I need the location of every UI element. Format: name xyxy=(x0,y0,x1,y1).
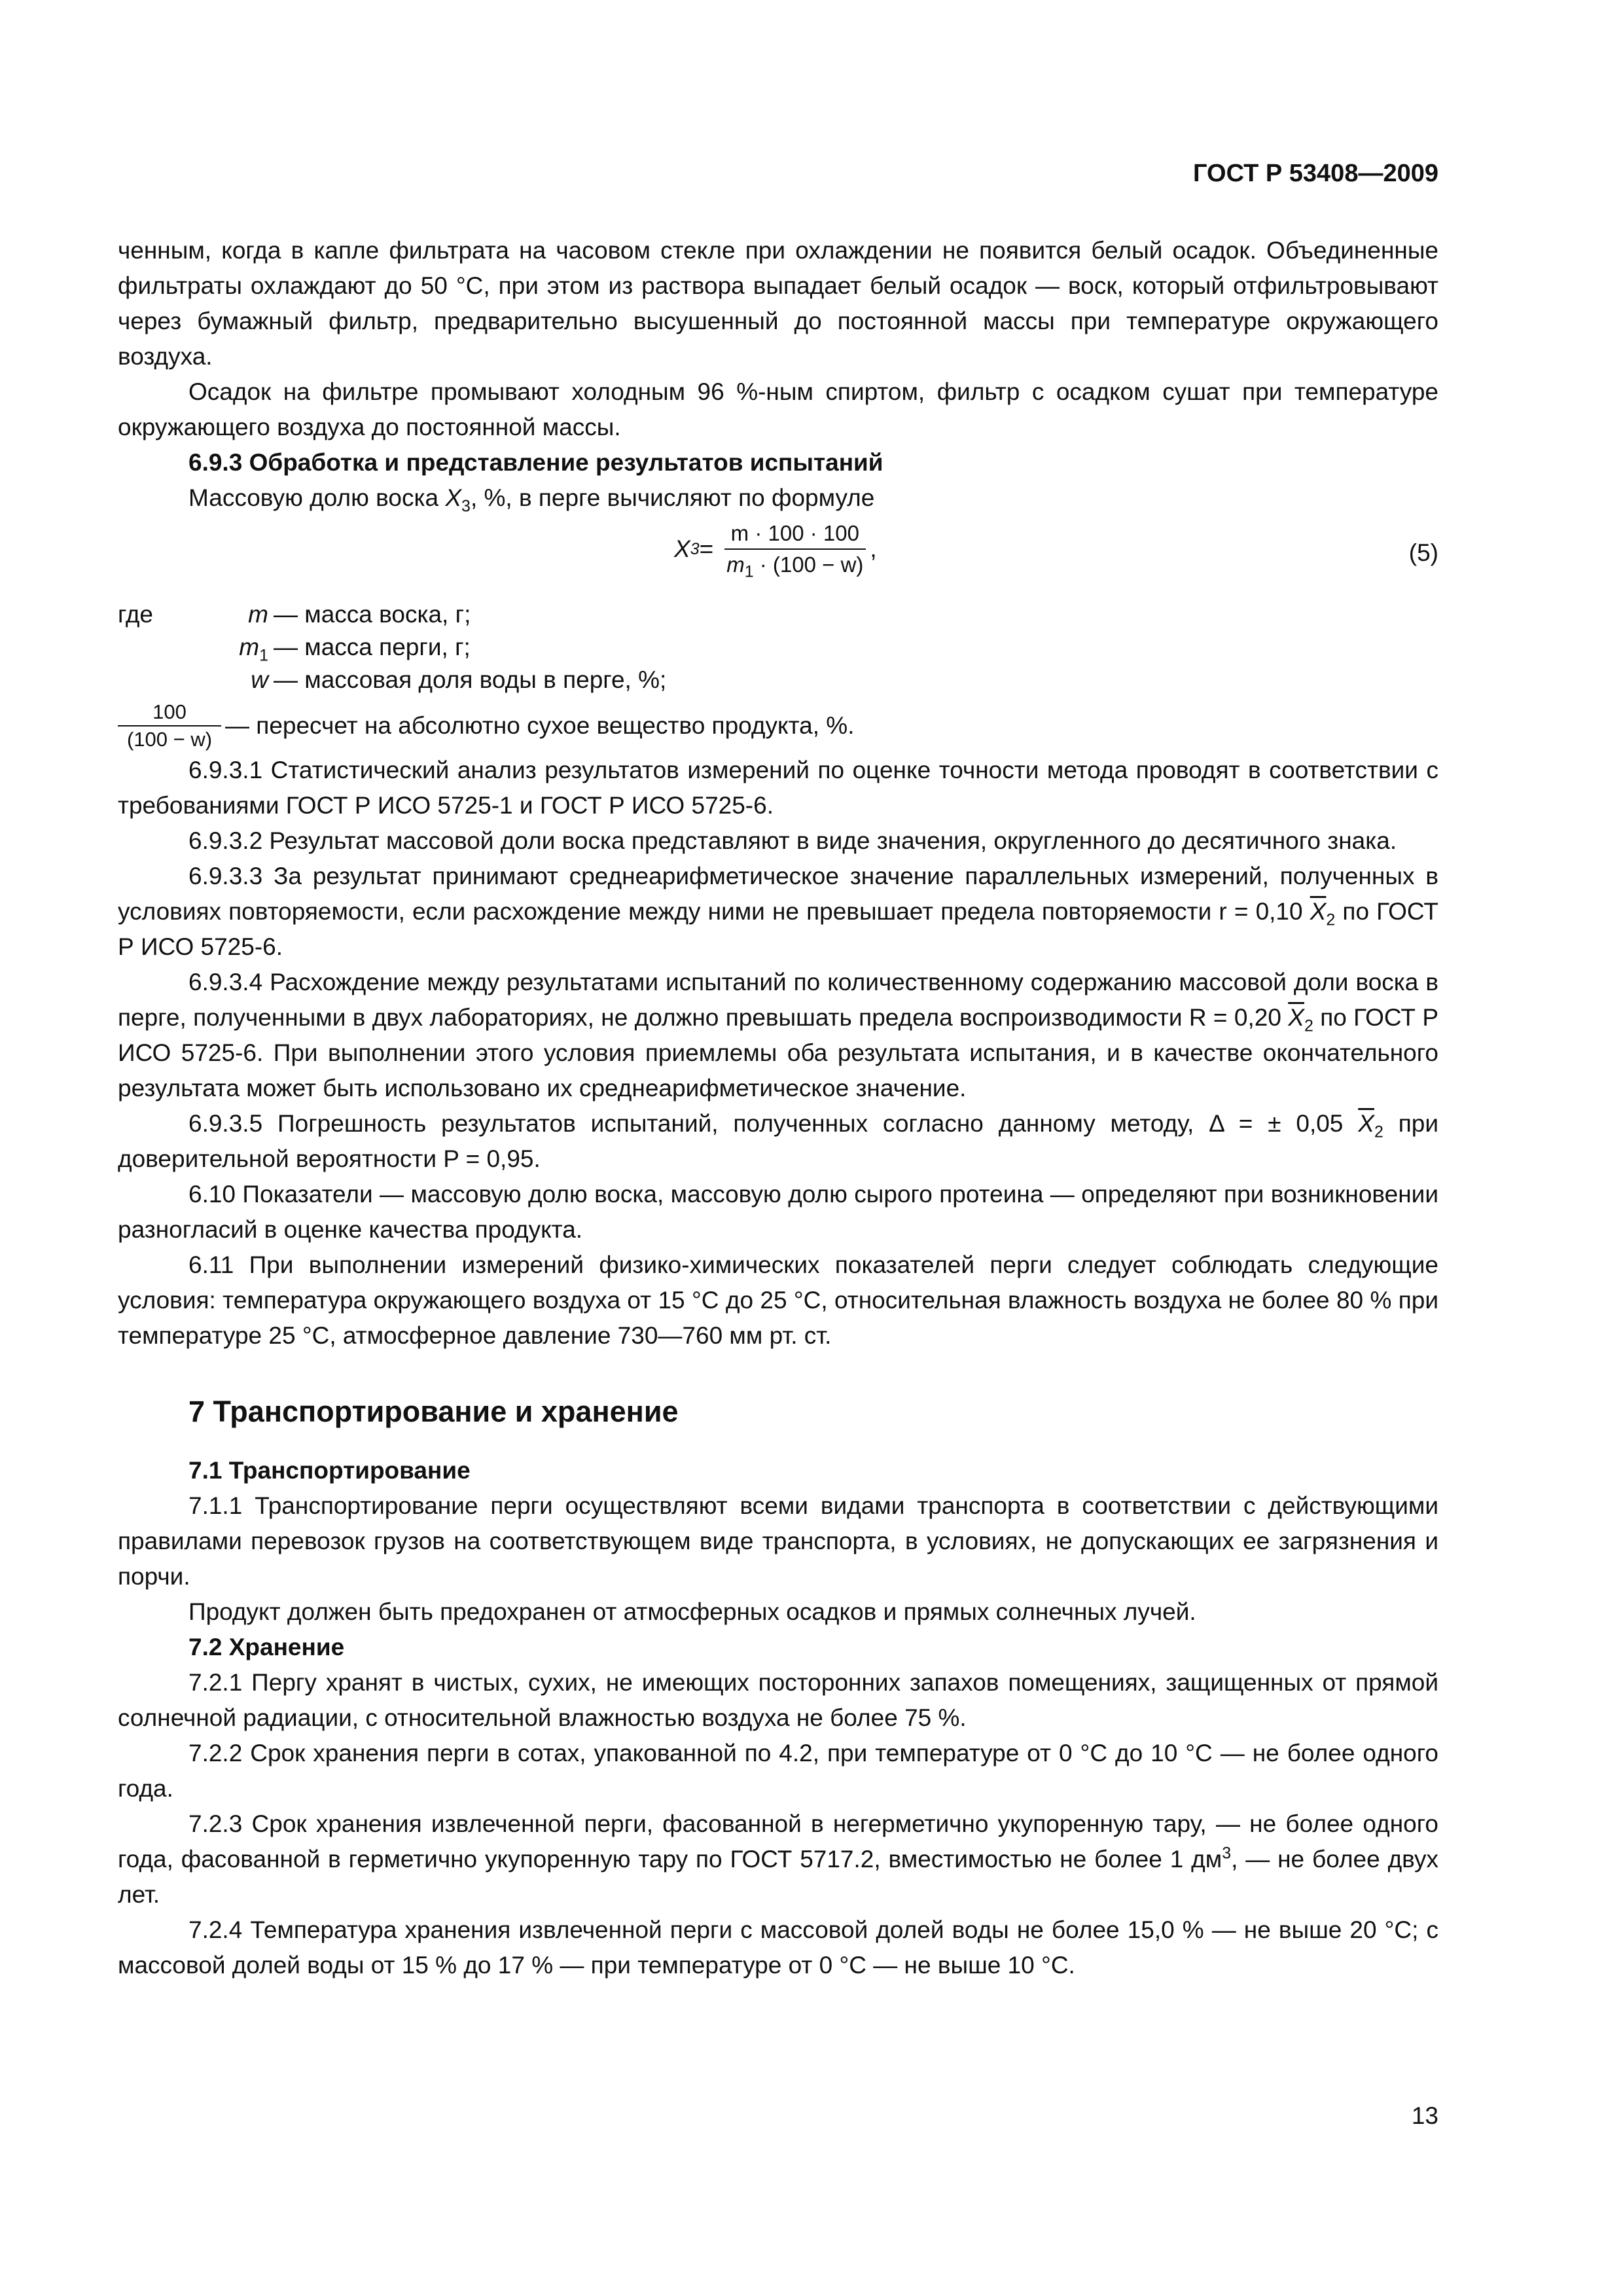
variable-definitions xyxy=(118,598,1438,753)
formula-intro-sub: 3 xyxy=(461,497,471,516)
formula-numerator: m · 100 · 100 xyxy=(724,518,866,550)
paragraph-7-2-2: 7.2.2 Срок хранения перги в сотах, упакованной по 4.2, при температуре от 0 °С до 10 °С — не более одного года. xyxy=(118,1740,1438,1802)
formula-equals: = xyxy=(699,535,714,562)
paragraph-7-2-3-text-b: , — не более двух лет. xyxy=(118,1846,1439,1908)
paragraph-6-9-3-4-text-b: по ГОСТ Р ИСО 5725-6. При выполнении этого условия приемлемы оба результата испытания, и в качестве окончательного результата может быть использовано их среднеарифметическое значение. xyxy=(118,1004,1438,1102)
formula-intro xyxy=(118,480,1438,516)
document-code-header: ГОСТ Р 53408—2009 xyxy=(1193,160,1438,187)
paragraph-6-9-3-3-text-b: по ГОСТ Р ИСО 5725-6. xyxy=(118,898,1438,960)
formula-trailing-comma: , xyxy=(870,535,877,562)
where-label: где xyxy=(118,601,154,628)
definition-row xyxy=(118,598,1438,631)
paragraph-6-9-3-3-text-a: 6.9.3.3 За результат принимают среднеарифметическое значение параллельных измерений, полученных в условиях повторяемости, если расхождение между ними не превышает предела повторяемости r = 0,10 xyxy=(118,863,1438,925)
paragraph-6-9-3-5-text-a: 6.9.3.5 Погрешность результатов испытаний, полученных согласно данному методу, Δ = ± 0,05 xyxy=(188,1110,1359,1137)
definition-symbol xyxy=(118,664,274,696)
mean-symbol-sub: 2 xyxy=(1326,910,1336,929)
paragraph-6-9-3-4 xyxy=(118,965,1438,1106)
equation-number: (5) xyxy=(1408,539,1438,566)
definition-symbol xyxy=(118,598,274,631)
paragraph-6-9-3-2: 6.9.3.2 Результат массовой доли воска представляют в виде значения, округленного до десятичного знака. xyxy=(188,827,1397,854)
paragraph-7-2-4: 7.2.4 Температура хранения извлеченной перги с массовой долей воды не более 15,0 % — не выше 20 °С; с массовой долей воды от 15 % до 17 % — при температуре от 0 °С — не выше 10 °С. xyxy=(118,1916,1438,1979)
definition-text: — масса перги, г; xyxy=(274,634,471,660)
definition-symbol-var: m xyxy=(248,601,268,628)
paragraph-7-2-3 xyxy=(118,1806,1438,1912)
subsection-heading-6-9-3: 6.9.3 Обработка и представление результатов испытаний xyxy=(188,449,883,476)
unit-superscript: 3 xyxy=(1222,1844,1232,1863)
definition-row-recalc xyxy=(118,699,1438,753)
definition-text: — массовая доля воды в перге, %; xyxy=(274,666,667,693)
page-content xyxy=(118,233,1438,1983)
paragraph-7-1-protection: Продукт должен быть предохранен от атмосферных осадков и прямых солнечных лучей. xyxy=(188,1598,1196,1625)
paragraph-continuation: ченным, когда в капле фильтрата на часовом стекле при охлаждении не появится белый осадок. Объединенные фильтраты охлаждают до 50 °С, при этом из раствора выпадает белый осадок — воск, который отфильтровывают через бумажный фильтр, предварительно высушенный до постоянной массы при температуре окружающего воздуха. xyxy=(118,237,1438,370)
formula-fraction xyxy=(720,518,870,580)
formula-block xyxy=(118,518,1438,586)
definition-row xyxy=(118,631,1438,664)
mean-symbol: $\overline{X}$ xyxy=(1288,1004,1304,1031)
mean-symbol-sub: 2 xyxy=(1374,1122,1383,1141)
formula-denominator xyxy=(720,550,870,580)
formula-intro-text-b: , %, в перге вычисляют по формуле xyxy=(470,484,875,511)
section-heading-7: 7 Транспортирование и хранение xyxy=(188,1395,679,1428)
formula-intro-var: X xyxy=(445,484,462,511)
definition-text: — масса воска, г; xyxy=(274,601,471,628)
definition-symbol-var: w xyxy=(251,666,268,693)
definition-text: — пересчет на абсолютно сухое вещество продукта, %. xyxy=(225,712,855,739)
definition-symbol-var: m xyxy=(239,634,260,660)
paragraph-7-1-1: 7.1.1 Транспортирование перги осуществляют всеми видами транспорта в соответствии с действующими правилами перевозок грузов на соответствующем виде транспорта, в условиях, не допускающих ее загрязнения и порчи. xyxy=(118,1492,1438,1590)
formula-intro-text-a: Массовую долю воска xyxy=(188,484,446,511)
paragraph-6-9-3-5-text-b: при доверительной вероятности P = 0,95. xyxy=(118,1110,1439,1172)
subsection-heading-7-1: 7.1 Транспортирование xyxy=(188,1457,471,1484)
mean-symbol-sub: 2 xyxy=(1304,1016,1313,1035)
mean-symbol: $\overline{X}$ xyxy=(1310,898,1327,925)
paragraph-6-11: 6.11 При выполнении измерений физико-химических показателей перги следует соблюдать следующие условия: температура окружающего воздуха от 15 °С до 25 °С, относительная влажность воздуха не более 80 % при температуре 25 °С, атмосферное давление 730—760 мм рт. ст. xyxy=(118,1251,1438,1349)
paragraph-6-9-3-5 xyxy=(118,1106,1438,1177)
paragraph-6-9-3-4-text-a: 6.9.3.4 Расхождение между результатами испытаний по количественному содержанию массовой доли воска в перге, полученными в двух лабораториях, не должно превышать предела воспроизводимости R = 0,20 xyxy=(118,969,1438,1031)
paragraph-7-2-3-text-a: 7.2.3 Срок хранения извлеченной перги, фасованной в негерметично укупоренную тару, — не более одного года, фасованной в герметично укупоренную тару по ГОСТ 5717.2, вместимостью не более 1 дм xyxy=(118,1810,1438,1873)
definition-symbol xyxy=(118,631,274,664)
recalc-fraction xyxy=(118,699,221,753)
mean-symbol: $\overline{X}$ xyxy=(1358,1110,1374,1137)
subsection-heading-7-2: 7.2 Хранение xyxy=(188,1634,345,1660)
formula-den-sub: 1 xyxy=(744,562,754,581)
recalc-numerator: 100 xyxy=(118,699,221,726)
formula-den-rest: · (100 − w) xyxy=(753,552,864,577)
formula-lhs-var: X xyxy=(674,535,690,562)
definition-symbol-sub: 1 xyxy=(259,646,268,665)
page-number: 13 xyxy=(1411,2102,1438,2129)
formula-wax-fraction: X 3 = $\frac{m \cdot 100 \cdot 100}{m_1 \cdot (100 - w)}$ , xyxy=(674,518,877,580)
formula-den-m: m xyxy=(726,552,745,577)
paragraph-7-2-1: 7.2.1 Пергу хранят в чистых, сухих, не имеющих посторонних запахов помещениях, защищенных от прямой солнечной радиации, с относительной влажностью воздуха не более 75 %. xyxy=(118,1669,1438,1731)
paragraph-6-9-3-1: 6.9.3.1 Статистический анализ результатов измерений по оценке точности метода проводят в соответствии с требованиями ГОСТ Р ИСО 5725-1 и ГОСТ Р ИСО 5725-6. xyxy=(118,757,1438,819)
paragraph-6-10: 6.10 Показатели — массовую долю воска, массовую долю сырого протеина — определяют при возникновении разногласий в оценке качества продукта. xyxy=(118,1181,1438,1243)
definition-row xyxy=(118,664,1438,696)
recalc-denominator: (100 − w) xyxy=(126,728,213,751)
paragraph-6-9-3-3 xyxy=(118,859,1438,965)
paragraph-sediment-wash: Осадок на фильтре промывают холодным 96 %-ным спиртом, фильтр с осадком сушат при температуре окружающего воздуха до постоянной массы. xyxy=(118,378,1438,440)
